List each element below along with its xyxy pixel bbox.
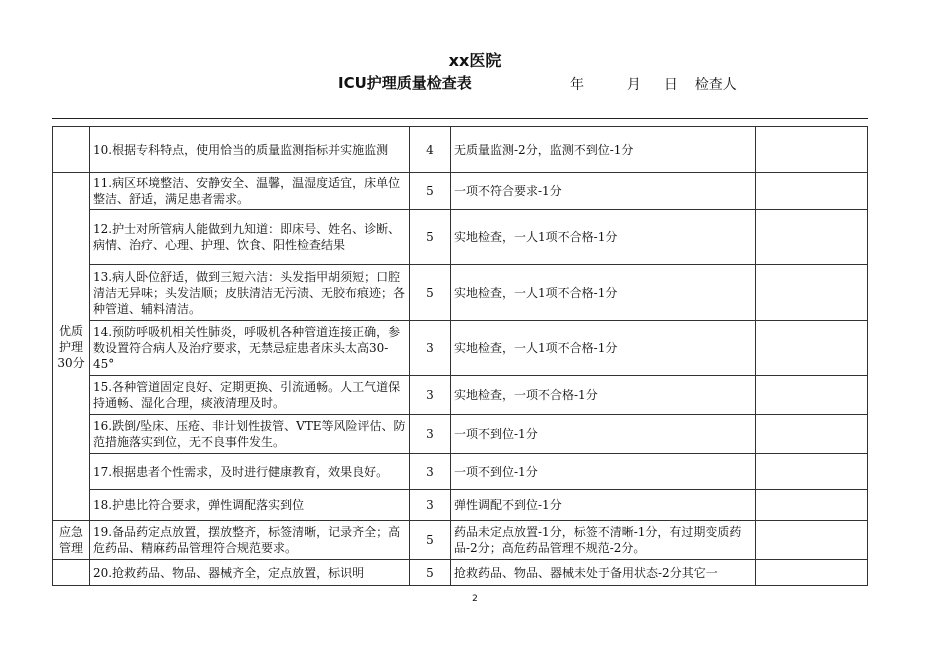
standard-cell: 15.各种管道固定良好、定期更换、引流通畅。人工气道保持通畅、湿化合理，痰液清理及时。 [90, 376, 410, 415]
hospital-name: xx医院 [448, 51, 502, 70]
result-cell[interactable] [756, 415, 868, 454]
table-row [53, 265, 868, 321]
standard-cell: 19.备品药定点放置，摆放整齐，标签清晰，记录齐全；高危药品、精麻药品管理符合规范要求。 [90, 521, 410, 560]
standard-cell: 10.根据专科特点，使用恰当的质量监测指标并实施监测 [90, 127, 410, 173]
table-row [53, 454, 868, 490]
result-cell[interactable] [756, 173, 868, 210]
score-cell: 3 [410, 490, 451, 521]
standard-cell: 20.抢救药品、物品、器械齐全，定点放置，标识明 [90, 560, 410, 586]
score-cell: 5 [410, 560, 451, 586]
deduction-cell: 一项不到位-1分 [451, 454, 756, 490]
score-cell: 5 [410, 173, 451, 210]
deduction-cell: 一项不到位-1分 [451, 415, 756, 454]
category-cell [53, 560, 90, 586]
deduction-cell: 实地检查，一项不合格-1分 [451, 376, 756, 415]
result-cell[interactable] [756, 265, 868, 321]
table-row [53, 560, 868, 586]
deduction-cell: 无质量监测-2分，监测不到位-1分 [451, 127, 756, 173]
result-cell[interactable] [756, 376, 868, 415]
category-cell: 应急管理 [53, 521, 90, 560]
score-cell: 3 [410, 321, 451, 376]
table-row [53, 173, 868, 210]
result-cell[interactable] [756, 490, 868, 521]
score-cell: 5 [410, 521, 451, 560]
table-row [53, 521, 868, 560]
standard-cell: 16.跌倒/坠床、压疮、非计划性拔管、VTE等风险评估、防范措施落实到位，无不良事件发生。 [90, 415, 410, 454]
deduction-cell: 实地检查，一人1项不合格-1分 [451, 210, 756, 265]
standard-cell: 11.病区环境整洁、安静安全、温馨，温湿度适宜，床单位整洁、舒适，满足患者需求。 [90, 173, 410, 210]
category-cell: 优质护理30分 [53, 173, 90, 521]
form-title: ICU护理质量检查表 [338, 74, 472, 92]
result-cell[interactable] [756, 210, 868, 265]
standard-cell: 14.预防呼吸机相关性肺炎，呼吸机各种管道连接正确，参数设置符合病人及治疗要求，无禁忌症患者床头太高30-45° [90, 321, 410, 376]
table-row [53, 321, 868, 376]
result-cell[interactable] [756, 321, 868, 376]
deduction-cell: 抢救药品、物品、器械未处于备用状态-2分其它一 [451, 560, 756, 586]
inspection-table [52, 126, 868, 586]
year-label: 年 [570, 77, 584, 93]
table-row [53, 127, 868, 173]
category-cell [53, 127, 90, 173]
deduction-cell: 一项不符合要求-1分 [451, 173, 756, 210]
score-cell: 3 [410, 376, 451, 415]
table-row [53, 210, 868, 265]
inspector-label: 检查人 [694, 77, 737, 93]
standard-cell: 17.根据患者个性需求，及时进行健康教育，效果良好。 [90, 454, 410, 490]
deduction-cell: 实地检查，一人1项不合格-1分 [451, 321, 756, 376]
score-cell: 5 [410, 265, 451, 321]
result-cell[interactable] [756, 454, 868, 490]
result-cell[interactable] [756, 560, 868, 586]
result-cell[interactable] [756, 127, 868, 173]
score-cell: 4 [410, 127, 451, 173]
standard-cell: 18.护患比符合要求，弹性调配落实到位 [90, 490, 410, 521]
standard-cell: 12.护士对所管病人能做到九知道：即床号、姓名、诊断、病情、治疗、心理、护理、饮食、阳性检查结果 [90, 210, 410, 265]
table-row [53, 376, 868, 415]
table-row [53, 490, 868, 521]
table-row [53, 415, 868, 454]
header-divider [52, 118, 868, 119]
deduction-cell: 弹性调配不到位-1分 [451, 490, 756, 521]
result-cell[interactable] [756, 521, 868, 560]
score-cell: 3 [410, 454, 451, 490]
page-number: 2 [472, 594, 478, 604]
standard-cell: 13.病人卧位舒适，做到三短六洁：头发指甲胡须短；口腔清洁无异味；头发洁顺；皮肤清洁无污渍、无胶布痕迹；各种管道、辅料清洁。 [90, 265, 410, 321]
day-label: 日 [663, 77, 678, 93]
score-cell: 5 [410, 210, 451, 265]
month-label: 月 [626, 77, 641, 93]
score-cell: 3 [410, 415, 451, 454]
date-inspector-line [570, 74, 737, 94]
deduction-cell: 实地检查，一人1项不合格-1分 [451, 265, 756, 321]
deduction-cell: 药品未定点放置-1分，标签不清晰-1分，有过期变质药品-2分；高危药品管理不规范-2分。 [451, 521, 756, 560]
